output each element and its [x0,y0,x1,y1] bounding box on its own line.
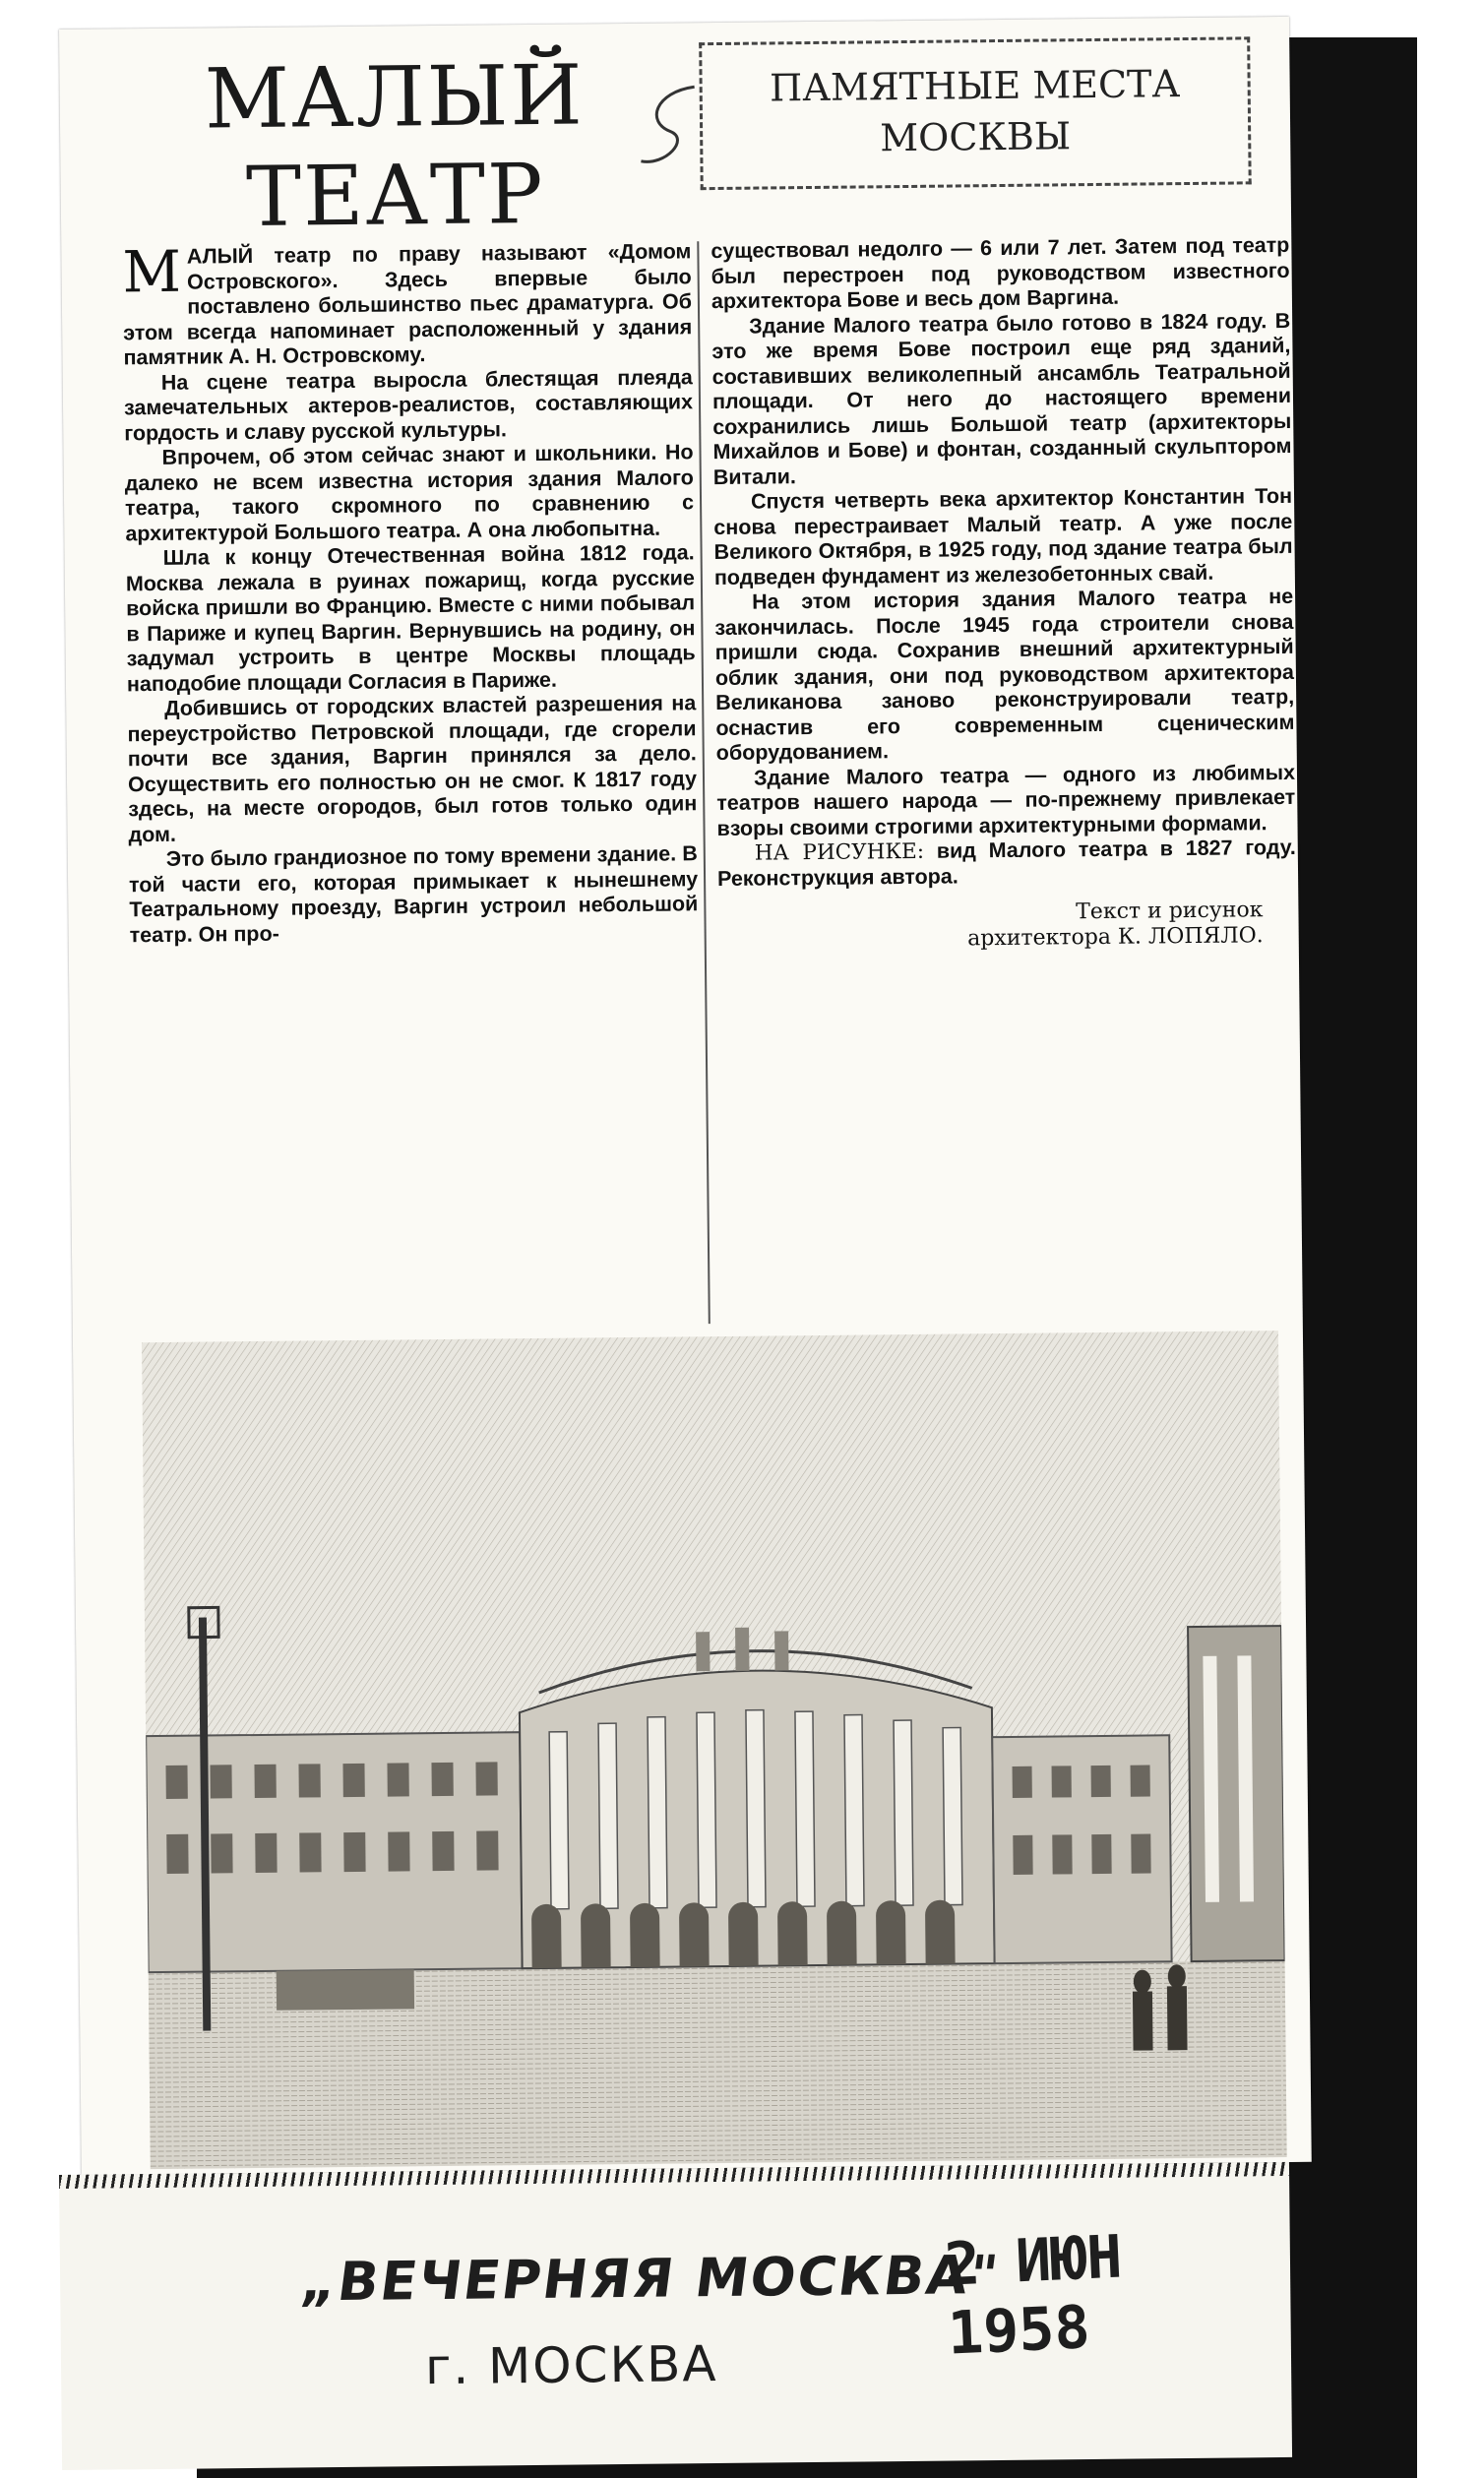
article-column-left [122,239,698,948]
article-headline [138,45,651,247]
paragraph: существовал недолго — 6 или 7 лет. Затем под театр был перестроен под руководством известного архитектора Бове и весь дом Варгина. [711,232,1290,314]
newspaper-clipping [59,17,1312,2175]
rubric-line-2: МОСКВЫ [880,114,1072,160]
credit-line-1: Текст и рисунок [1076,898,1264,925]
archive-stamp [59,2162,1292,2470]
caption-label: НА РИСУНКЕ: [754,838,925,866]
paragraph: Добившись от городских властей разрешения на переустройство Петровской площади, где сгорели почти все здания, Варгин принялся за дело. Осуществить его полностью он не смог. К 1817 году здесь, на месте огородов, был готов только один дом. [127,691,698,846]
paragraph: Спустя четверть века архитектор Константин Тон снова перестраивает Малый театр. А уже после Великого Октября, в 1925 году, под здание театра был подведен фундамент из железобетонных свай. [713,483,1293,589]
caption [717,836,1297,892]
headline-line-1: МАЛЫЙ [204,46,586,148]
article-column-right [711,233,1297,955]
paragraph: Это было грандиозное по тому времени здание. В той части его, которая примыкает к нынешнему Театральному проезду, Варгин устроил небольшой театр. Он про- [128,841,699,947]
paragraph: Шла к концу Отечественная война 1812 года. Москва лежала в руинах пожарищ, когда русские войска пришли во Францию. Вместе с ними побывал в Париже и купец Варгин. Вернувшись на родину, он задумал устроить в центре Москвы площадь наподобие площади Согласия в Париже. [125,540,696,696]
rubric-line-1: ПАМЯТНЫЕ МЕСТА [769,62,1181,110]
date-stamp: 2 ИЮН 1958 [943,2222,1124,2369]
paragraph: МАЛЫЙ театр по праву называют «Домом Островского». Здесь впервые было поставлено большинство пьес драматурга. Об этом всегда напоминает расположенный у здания памятник А. Н. Островскому. [122,237,693,370]
column-divider [697,241,711,1324]
headline-line-2: ТЕАТР [245,145,546,246]
paragraph: Здание Малого театра было готово в 1824 году. В это же время Бове построил еще ряд зданий, составивших великолепный ансамбль Театральной площади. От него до настоящего времени сохранились лишь Большой театр (архитекторы Михайлов и Бове) и фонтан, созданный скульптором Витали. [711,308,1292,489]
theatre-illustration [142,1331,1287,2169]
paragraph: Здание Малого театра — одного из любимых театров нашего народа — по-прежнему привлекает взоры своими строгими архитектурными формами. [716,760,1296,840]
credit-line-2: архитектора К. ЛОПЯЛО. [967,923,1264,952]
paragraph: На сцене театра выросла блестящая плеяда замечательных актеров-реалистов, составляющих гордость и славу русской культуры. [123,364,694,445]
newspaper-name: „ВЕЧЕРНЯЯ МОСКВА" [297,2243,1004,2314]
paragraph: Впрочем, об этом сейчас знают и школьники. Но далеко не всем известна история здания Малого театра, такого скромного по сравнению с архитектурой Большого театра. А она любопытна. [124,440,695,545]
decorative-swash [636,82,706,171]
author-credit [717,898,1297,955]
rubric-box [699,36,1252,190]
caption-text: вид Малого театра в 1827 году. Реконструкция автора. [716,835,1296,891]
paragraph: На этом история здания Малого театра не закончилась. После 1945 года строители снова пришли сюда. Сохранив внешний архитектурный облик здания, они под руководством архитектора Великанова заново реконструировали театр, оснастив его современным сценическим оборудованием. [714,584,1295,766]
newspaper-city: г. МОСКВА [424,2335,718,2396]
theatre-drawing [142,1331,1287,2169]
drop-cap: М [122,237,182,306]
